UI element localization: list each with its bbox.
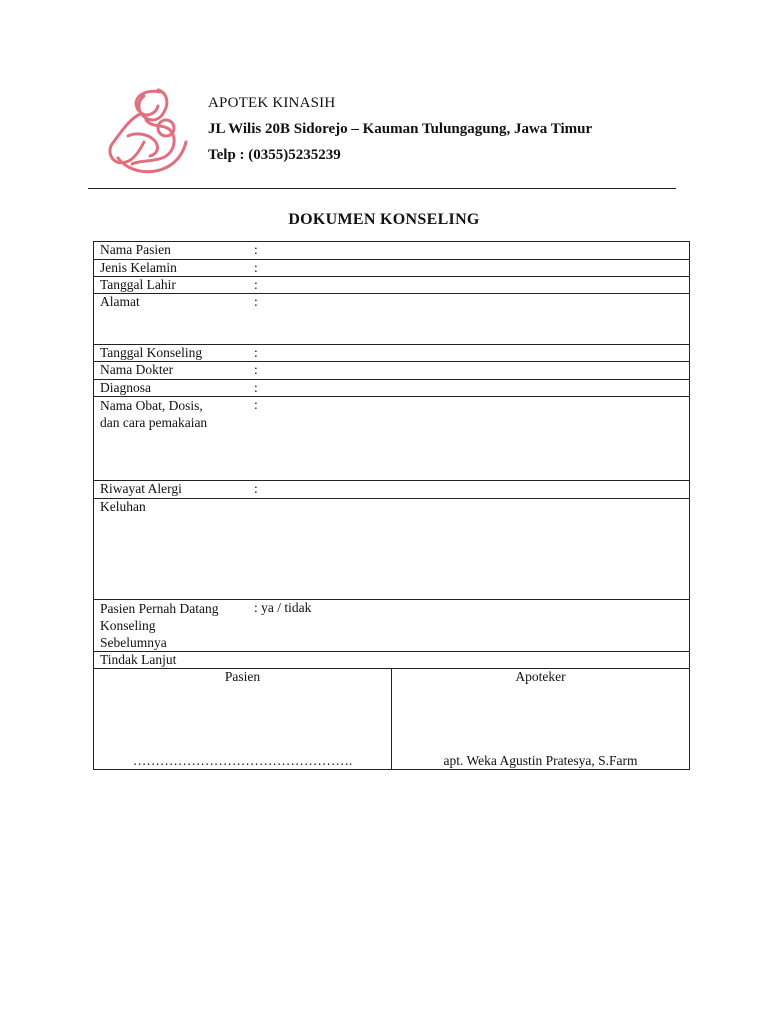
- signature-label-apoteker: Apoteker: [515, 669, 566, 684]
- signature-row: [94, 669, 690, 770]
- field-label-line: dan cara pemakaian: [100, 415, 208, 430]
- field-label-line: Sebelumnya: [100, 635, 167, 650]
- field-label: Alamat: [100, 294, 140, 309]
- field-value: : ya / tidak: [254, 600, 312, 615]
- form-row-keluhan: [94, 499, 690, 600]
- pharmacy-logo: [100, 84, 196, 180]
- document-title: DOKUMEN KONSELING: [288, 211, 480, 228]
- pharmacy-header: [208, 90, 592, 168]
- field-colon: :: [254, 380, 258, 395]
- field-label: [100, 397, 254, 431]
- form-row-tindak-lanjut: [94, 652, 690, 669]
- form-row-alamat: [94, 294, 690, 345]
- pharmacy-phone: Telp : (0355)5235239: [208, 147, 341, 163]
- field-colon: :: [254, 294, 258, 309]
- header-divider: [88, 188, 676, 189]
- signature-line-pasien: ………………………………………….: [132, 753, 353, 768]
- field-label: Tindak Lanjut: [100, 652, 177, 667]
- pharmacy-name: APOTEK KINASIH: [208, 95, 336, 111]
- field-label: Jenis Kelamin: [100, 260, 177, 275]
- field-colon: :: [254, 481, 258, 496]
- signature-label-pasien: Pasien: [224, 669, 261, 684]
- counseling-form-table: [93, 241, 690, 770]
- form-row-tanggal-konseling: [94, 345, 690, 362]
- field-label-line: Pasien Pernah Datang: [100, 601, 219, 616]
- form-row-nama-obat: [94, 397, 690, 481]
- form-row-riwayat-alergi: [94, 481, 690, 499]
- field-label: Tanggal Konseling: [100, 345, 203, 360]
- field-label: Diagnosa: [100, 380, 151, 395]
- form-row-nama-dokter: [94, 362, 690, 380]
- field-label: Nama Pasien: [100, 242, 171, 257]
- field-colon: :: [254, 362, 258, 377]
- field-colon: :: [254, 277, 258, 292]
- field-label: [100, 600, 254, 651]
- form-row-pasien-pernah-datang: [94, 600, 690, 652]
- field-label-line: Nama Obat, Dosis,: [100, 398, 203, 413]
- form-row-nama-pasien: [94, 242, 690, 260]
- form-row-jenis-kelamin: [94, 260, 690, 277]
- field-colon: :: [254, 397, 258, 412]
- field-colon: :: [254, 260, 258, 275]
- form-row-diagnosa: [94, 380, 690, 397]
- field-label: Tanggal Lahir: [100, 277, 176, 292]
- field-colon: :: [254, 242, 258, 257]
- signature-cell-pasien: [94, 669, 392, 770]
- form-row-tanggal-lahir: [94, 277, 690, 294]
- field-label: Keluhan: [100, 499, 146, 514]
- field-label-line: Konseling: [100, 618, 156, 633]
- field-label: Riwayat Alergi: [100, 481, 182, 496]
- signature-name-apoteker: apt. Weka Agustin Pratesya, S.Farm: [443, 753, 638, 768]
- pharmacy-address: JL Wilis 20B Sidorejo – Kauman Tulungagung, Jawa Timur: [208, 121, 593, 137]
- signature-cell-apoteker: [392, 669, 690, 770]
- field-label: Nama Dokter: [100, 362, 174, 377]
- field-colon: :: [254, 345, 258, 360]
